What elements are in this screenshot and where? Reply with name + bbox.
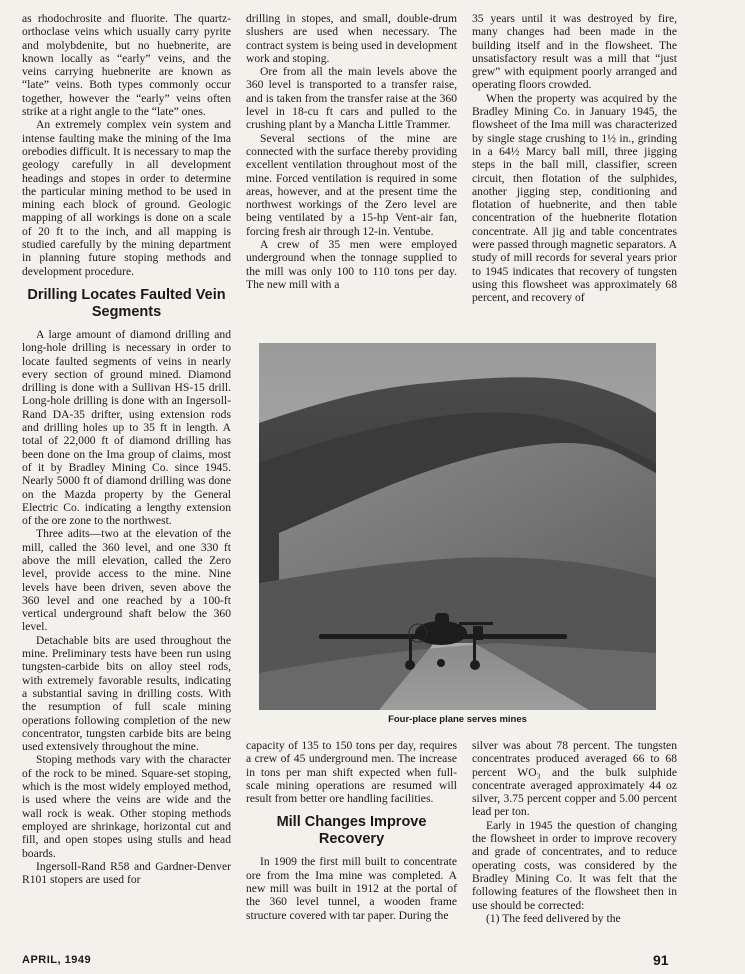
paragraph: A crew of 35 men were employed underground when the tonnage supplied to the mill was only 100 to 110 tons per day. The new mill with a [246,238,457,291]
paragraph: Three adits—two at the elevation of the mill, called the 360 level, and one 330 ft above the mill elevation, called the Zero level, provide access to the mine. Nine levels have been driven, seven above the 360 level and one reached by a 100-ft vertical underground shaft below the 360 level. [22,527,231,634]
paragraph: Ingersoll-Rand R58 and Gardner-Denver R101 stopers are used for [22,859,231,887]
paragraph: Detachable bits are used throughout the mine. Preliminary tests have been run using tungsten-carbide bits on alloy steel rods, with extremely favorable results, indicating a substantial saving in drilling costs. With the resumption of full scale mining operations following completion of the new concentrator, tungsten carbide bits are being used extensively throughout the mine. [22,633,231,754]
paragraph: Early in 1945 the question of changing the flowsheet in order to improve recovery and grade of concentrates, and to reduce operating costs, was considered by the Bradley Mining Co. It was felt that the following features of the flowsheet then in use should be corrected: [472,818,677,912]
paragraph: drilling in stopes, and small, double-drum slushers are used when necessary. The contract system is being used in development work and stoping. [246,12,457,65]
paragraph: Ore from all the main levels above the 360 level is transported to a transfer raise, and is taken from the transfer raise at the 360 level in 18-cu ft cars and pulled to the crushing plant by a Mancha Little Trammer. [246,65,457,132]
photo-plane-mountain [259,343,656,710]
paragraph: 35 years until it was destroyed by fire, many changes had been made in the building itself and in the flowsheet. The unsatisfactory result was a mill that “just grew” with equipment poorly arranged and operating floors crowded. [472,12,677,92]
paragraph: (1) The feed delivered by the [486,911,621,925]
section-heading: Mill Changes Improve Recovery [276,814,427,848]
column-right-bottom [472,739,677,925]
paragraph: A large amount of diamond drilling and long-hole drilling is necessary in order to locate faulted segments of veins in nearly every section of ground mined. Diamond drilling is done with a Sullivan HS-15 drill. Long-hole drilling is done with an Ingersoll-Rand DA-35 drifter, using extension rods and drilling holes up to 35 ft in length. A total of 22,000 ft of diamond drilling has been done on the Ima group of claims, most of it by Bradley Mining Co. since 1945. Nearly 5000 ft of diamond drilling was done on the Mazda property by the General Electric Co. indicating a lengthy extension of the ore zone to the northwest. [22,327,231,528]
section-heading: Drilling Locates Faulted Vein Segments [27,286,226,320]
issue-date: APRIL, 1949 [22,954,92,966]
paragraph: as rhodochrosite and fluorite. The quartz-orthoclase veins which usually carry pyrite and molybdenite, but no huebnerite, are known locally as “early” veins, and the veins carrying huebnerite are known as “late” veins. Both types commonly occur together, however the “early” veins often strike at a right angle to the “late” ones. [22,12,231,119]
paragraph: silver was about 78 percent. The tungsten concentrates produced averaged 66 to 68 percent WO₃ and the bulk sulphide concentrate averaged approximately 44 oz silver, 3.75 percent copper and 5.00 percent lead per ton. [472,739,677,819]
paragraph: An extremely complex vein system and intense faulting make the mining of the Ima orebodies difficult. It is necessary to map the geology carefully in all development headings and stopes in order to determine the particular mining method to be used in mining each block of ground. Geologic mapping of all workings is done on a scale of 20 ft to the inch, and all mapping is studied carefully by the mining department in planning future stoping methods and development procedure. [22,118,231,278]
column-left [22,12,231,886]
column-right-top [472,12,677,305]
photo-caption: Four-place plane serves mines [388,714,527,725]
plane-photo-illustration [259,343,656,710]
page-number: 91 [653,952,669,968]
paragraph: capacity of 135 to 150 tons per day, requires a crew of 45 underground men. The increase in tons per man shift expected when full-scale mining operations are resumed will result from better ore handling facilities. [246,739,457,806]
paragraph: Stoping methods vary with the character of the rock to be mined. Square-set stoping, which is the most widely employed method, is used where the veins are wide and the wall rock is weak. Other stoping methods employed are shrinkage, horizontal cut and fill, and open stopes using stulls and head boards. [22,753,231,860]
paragraph: In 1909 the first mill built to concentrate ore from the Ima mine was completed. A new mill was built in 1912 at the portal of the 360 level tunnel, a wooden frame structure covered with tar paper. During the [246,855,457,922]
paragraph: Several sections of the mine are connected with the surface thereby providing excellent ventilation throughout most of the mine. Forced ventilation is required in some areas, however, and at the present time the northwest workings of the Zero level are being ventilated by a 15-hp Vent-air fan, forcing fresh air through 12-in. Ventube. [246,131,457,238]
paragraph: When the property was acquired by the Bradley Mining Co. in January 1945, the flowsheet of the Ima mill was characterized by single stage crushing to 1½ in., grinding in a 64½ Marcy ball mill, three jigging steps in the ball mill, classifier, screen circuit, then flotation of the sulphides, another jigging step, conditioning and flotation of huebnerite, and then table concentration of the huebnerite flotation concentrate. All jig and table concentrates were passed through magnetic separators. A study of mill records for several years prior to 1945 indicates that recovery of tungsten using this flowsheet was approximately 68 percent, and recovery of [472,91,677,305]
column-middle-bottom [246,739,457,922]
column-middle-top [246,12,457,291]
